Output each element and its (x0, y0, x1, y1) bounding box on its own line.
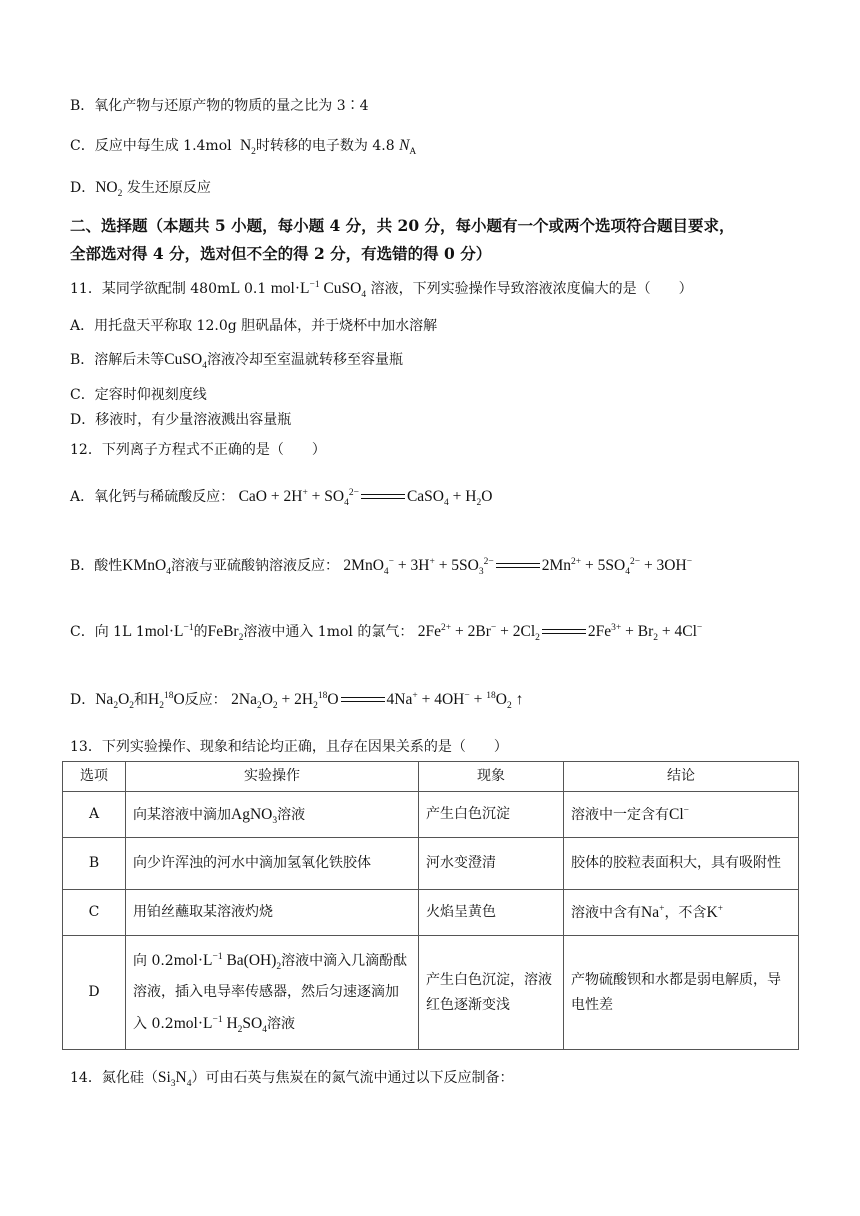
table-cell-option: A (63, 792, 126, 838)
table-cell-operation: 用铂丝蘸取某溶液灼烧 (126, 890, 419, 936)
table-row (63, 838, 799, 890)
q11-stem: 11．某同学欲配制 480mL 0.1 $mol\cdot L^{-1}$ CuSO$_4$ 溶液，下列实验操作导致溶液浓度偏大的是（ ） (70, 279, 693, 301)
table-header: 实验操作 (126, 762, 419, 792)
q13-table (62, 761, 799, 1050)
equals-arrow-icon (341, 696, 385, 704)
table-cell-operation: 向 $0.2mol\cdot L^{-1}$ $Ba(OH)_2$溶液中滴入几滴酚酞溶液，插入电导率传感器，然后匀速逐滴加入 $0.2mol\cdot L^{-1}$ $H_2SO_4$溶液 (126, 936, 419, 1050)
q11-option-d: D．移液时，有少量溶液溅出容量瓶 (70, 412, 292, 428)
q11-option-a: A．用托盘天平称取 12.0g 胆矾晶体，并于烧杯中加水溶解 (70, 318, 438, 334)
table-header: 选项 (63, 762, 126, 792)
equals-arrow-icon (542, 628, 586, 636)
table-row (63, 936, 799, 1050)
q11-option-b: B．溶解后未等CuSO$_4$溶液冷却至室温就转移至容量瓶 (70, 351, 403, 372)
q13-stem: 13．下列实验操作、现象和结论均正确，且存在因果关系的是（ ） (70, 739, 508, 755)
table-cell-phenomenon: 河水变澄清 (419, 838, 564, 890)
q12-option-d: D．$Na_2O_2$和$H_2^{18}O$反应： $2Na_2O_2 + 2H_2^{18}O$ $4Na^+ + 4OH^- + ^{18}O_2$ ↑ (70, 690, 524, 712)
table-row (63, 792, 799, 838)
q11-option-c: C．定容时仰视刻度线 (70, 387, 207, 403)
equals-arrow-icon (496, 562, 540, 570)
q12-option-c: C．向 1L $1mol\cdot L^{-1}$的FeBr$_2$溶液中通入 1mol 的氯气： $2Fe^{2+} + 2Br^- + 2Cl_2$ $2Fe^{3+} + Br_2 + 4Cl^-$ (70, 622, 703, 644)
table-header: 现象 (419, 762, 564, 792)
q10-option-b: B．氧化产物与还原产物的物质的量之比为 3∶4 (70, 98, 369, 114)
table-cell-option: C (63, 890, 126, 936)
table-header-row (63, 762, 799, 792)
table-cell-phenomenon: 产生白色沉淀 (419, 792, 564, 838)
table-cell-operation: 向某溶液中滴加AgNO$_3$溶液 (126, 792, 419, 838)
q12-option-b: B．酸性KMnO$_4$溶液与亚硫酸钠溶液反应： $2MnO_4^- + 3H^+ + 5SO_3^{2-}$ $2Mn^{2+} + 5SO_4^{2-} + 3OH^-$ (70, 556, 693, 578)
q12-stem: 12．下列离子方程式不正确的是（ ） (70, 442, 326, 458)
table-cell-phenomenon: 火焰呈黄色 (419, 890, 564, 936)
q14-stem: 14．氮化硅$(Si_3N_4)$可由石英与焦炭在的氮气流中通过以下反应制备： (70, 1069, 514, 1090)
section-2-heading-cont: 全部选对得 4 分，选对但不全的得 2 分，有选错的得 0 分） (70, 244, 492, 263)
table-cell-option: B (63, 838, 126, 890)
table-header: 结论 (564, 762, 799, 792)
table-cell-conclusion: 溶液中含有Na+，不含K+ (564, 890, 799, 936)
table-cell-option: D (63, 936, 126, 1050)
table-cell-conclusion: 溶液中一定含有Cl− (564, 792, 799, 838)
equals-arrow-icon (361, 493, 405, 501)
table-cell-conclusion: 产物硫酸钡和水都是弱电解质，导电性差 (564, 936, 799, 1050)
q10-option-d: D．$NO_2$ 发生还原反应 (70, 179, 211, 200)
q10-option-c: C．反应中每生成 1.4mol $N_2$时转移的电子数为 4.8 $N_A$ (70, 137, 417, 158)
section-2-heading: 二、选择题（本题共 5 小题，每小题 4 分，共 20 分，每小题有一个或两个选项符合题目要求， (70, 216, 735, 235)
table-cell-phenomenon: 产生白色沉淀，溶液红色逐渐变浅 (419, 936, 564, 1050)
table-row (63, 890, 799, 936)
table-cell-operation: 向少许浑浊的河水中滴加氢氧化铁胶体 (126, 838, 419, 890)
q12-option-a: A．氧化钙与稀硫酸反应： CaO + $2H^+ + SO_4^{2-}$ CaSO$_4$ + $H_2O$ (70, 487, 493, 509)
table-cell-conclusion: 胶体的胶粒表面积大，具有吸附性 (564, 838, 799, 890)
